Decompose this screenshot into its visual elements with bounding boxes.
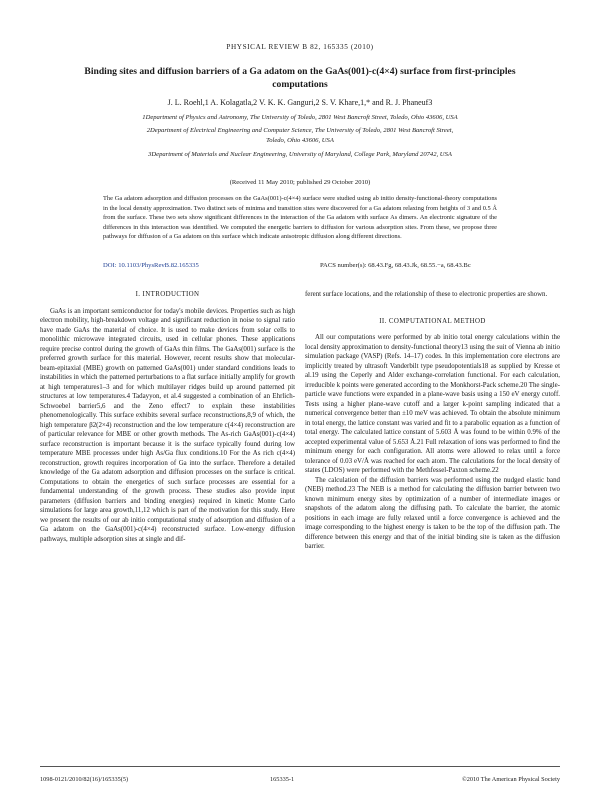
received-dates: (Received 11 May 2010; published 29 October 2010) bbox=[229, 179, 371, 186]
doi-pacs-row bbox=[103, 262, 497, 269]
doi-link[interactable]: DOI: 10.1103/PhysRevB.82.165335 bbox=[103, 262, 199, 269]
intro-paragraph: GaAs is an important semiconductor for today's mobile devices. Properties such as high electron mobility, high-breakdown voltage and significant reduction in noise to signal ratio have made GaAs the material of choice. It is used to make devices from solar cells to monolithic microwave integrated circuits, used in cellular phones. These applications require precise control during the growth of GaAs thin films. The GaAs(001) surface is the preferred growth surface for this material. However, recent results show that molecular-beam-epitaxial (MBE) growth on patterned GaAs(001) under standard conditions leads to instabilities in which the patterned perturbations to a flat surface initially amplify for growth at high temperatures1–3 and for which multilayer ridges build up around patterned pit structures at low temperatures.4 Tadayyon, et al.4 suggested a combination of an Ehrlich-Schwoebel barrier5,6 and the Zeno effect7 to explain these instabilities phenomenologically. This surface exhibits several surface reconstructions,8,9 of which, the high temperature β2(2×4) reconstruction and the low temperature c(4×4) reconstruction are of particular relevance for MBE or other growth methods. The As-rich GaAs(001)-c(4×4) surface reconstruction is important because it is the surface typically found during low temperature MBE processes under high As/Ga flux conditions.10 For the As rich c(4×4) reconstruction, growth requires incorporation of Ga into the surface. Therefore a detailed knowledge of the Ga adatom adsorption and diffusion processes on the surface is critical. Computations to obtain the energetics of such surface processes are essential for a fundamental understanding of the growth process. These studies also provide input parameters (diffusion barriers and binding energies) required in kinetic Monte Carlo simulations for large area growth,11,12 which is part of the motivation for this study. Here we present the results of our ab initio computational study of adsorption and diffusion of a Ga adatom on the GaAs(001)-c(4×4) reconstructed surface. Low-energy diffusion pathways, multiple adsorption sites at single and dif- bbox=[40, 307, 295, 543]
method-paragraph-1: All our computations were performed by ab initio total energy calculations within the local density approximation to density-functional theory13 using the suit of Vienna ab initio simulation package (VASP) (Refs. 14–17) codes. In this implementation core electrons are implicitly treated by ultrasoft Vanderbilt type pseudopotentials18 as supplied by Kresse et al.19 using the Ceperly and Alder exchange-correlation functional. For each calculation, irreducible k points were generated according to the Monkhorst-Pack scheme.20 The single-particle wave functions were expanded in a plane-wave basis using a 150 eV energy cutoff. Tests using a higher plane-wave cutoff and a larger k-point sampling indicated that a numerical convergence better than ±10 meV was achieved. To obtain the absolute minimum in total energy, the lattice constant was varied and fit to a parabolic equation as a function of total energy. The calculated lattice constant of 5.603 Å was found to be within 0.9% of the accepted experimental value of 5.653 Å.21 Full relaxation of ions was performed to find the minimum energy for each configuration. All atoms were allowed to relax until a force tolerance of 0.03 eV/Å was reached for each atom. The calculations for the local density of states (LDOS) were performed with the Methfessel-Paxton scheme.22 bbox=[305, 334, 560, 474]
footer-divider bbox=[40, 766, 560, 767]
pacs-numbers: PACS number(s): 68.43.Fg, 68.43.Jk, 68.55.−a, 68.43.Bc bbox=[320, 262, 471, 269]
right-column bbox=[305, 290, 560, 552]
section-heading-introduction: I. INTRODUCTION bbox=[135, 291, 200, 298]
affiliation-2-cont: Toledo, Ohio 43606, USA bbox=[266, 137, 334, 144]
footer-copyright: ©2010 The American Physical Society bbox=[461, 776, 560, 783]
abstract: The Ga adatom adsorption and diffusion processes on the GaAs(001)-c(4×4) surface were studied using ab initio density-functional-theory computations in the local density approximation. Two distinct sets of minima and transition sites were discovered for a Ga adatom relaxing from heights of 3 and 0.5 Å from the surface. These two sets show significant differences in the interaction of the Ga adatom with surface As dimers. An electronic signature of the differences in this interaction was identified. We computed the energetic barriers to diffusion for various adsorption sites. From these, we propose three pathways for diffusion of a Ga adatom on this surface which indicate anisotropic diffusion along different directions. bbox=[103, 195, 497, 241]
section-heading-method: II. COMPUTATIONAL METHOD bbox=[379, 317, 486, 325]
intro-continuation: ferent surface locations, and the relationship of these to electronic properties are shown. bbox=[305, 291, 548, 298]
affiliation-2: 2Department of Electrical Engineering and Computer Science, The University of Toledo, 2801 West Bancroft Street, bbox=[146, 127, 454, 134]
affiliation-1: 1Department of Physics and Astronomy, The University of Toledo, 2801 West Bancroft Street, Toledo, Ohio 43606, USA bbox=[142, 114, 458, 121]
affiliation-3: 3Department of Materials and Nuclear Engineering, University of Maryland, College Park, Maryland 20742, USA bbox=[148, 151, 452, 158]
journal-header: PHYSICAL REVIEW B 82, 165335 (2010) bbox=[226, 43, 374, 51]
footer-issn: 1098-0121/2010/82(16)/165335(5) bbox=[40, 776, 129, 783]
author-list: J. L. Roehl,1 A. Kolagatla,2 V. K. K. Ganguri,2 S. V. Khare,1,* and R. J. Phaneuf3 bbox=[167, 98, 433, 107]
method-paragraph-2: The calculation of the diffusion barriers was performed using the nudged elastic band (NEB) method.23 The NEB is a method for calculating the diffusion barrier between two known minimum energy sites by optimization of a number of intermediate images or snapshots of the adatom along the diffusing path. To calculate the barrier, the atomic positions in each image are fully relaxed until a force convergence is achieved and the image corresponding to the highest energy is taken to be the top of the diffusion path. The difference between this energy and that of the initial binding site is taken as the diffusion barrier. bbox=[305, 476, 560, 550]
footer-page-number: 165335-1 bbox=[270, 776, 295, 783]
paper-title: Binding sites and diffusion barriers of a Ga adatom on the GaAs(001)-c(4×4) surface from first-principles computations bbox=[84, 66, 516, 90]
left-column bbox=[40, 290, 295, 544]
